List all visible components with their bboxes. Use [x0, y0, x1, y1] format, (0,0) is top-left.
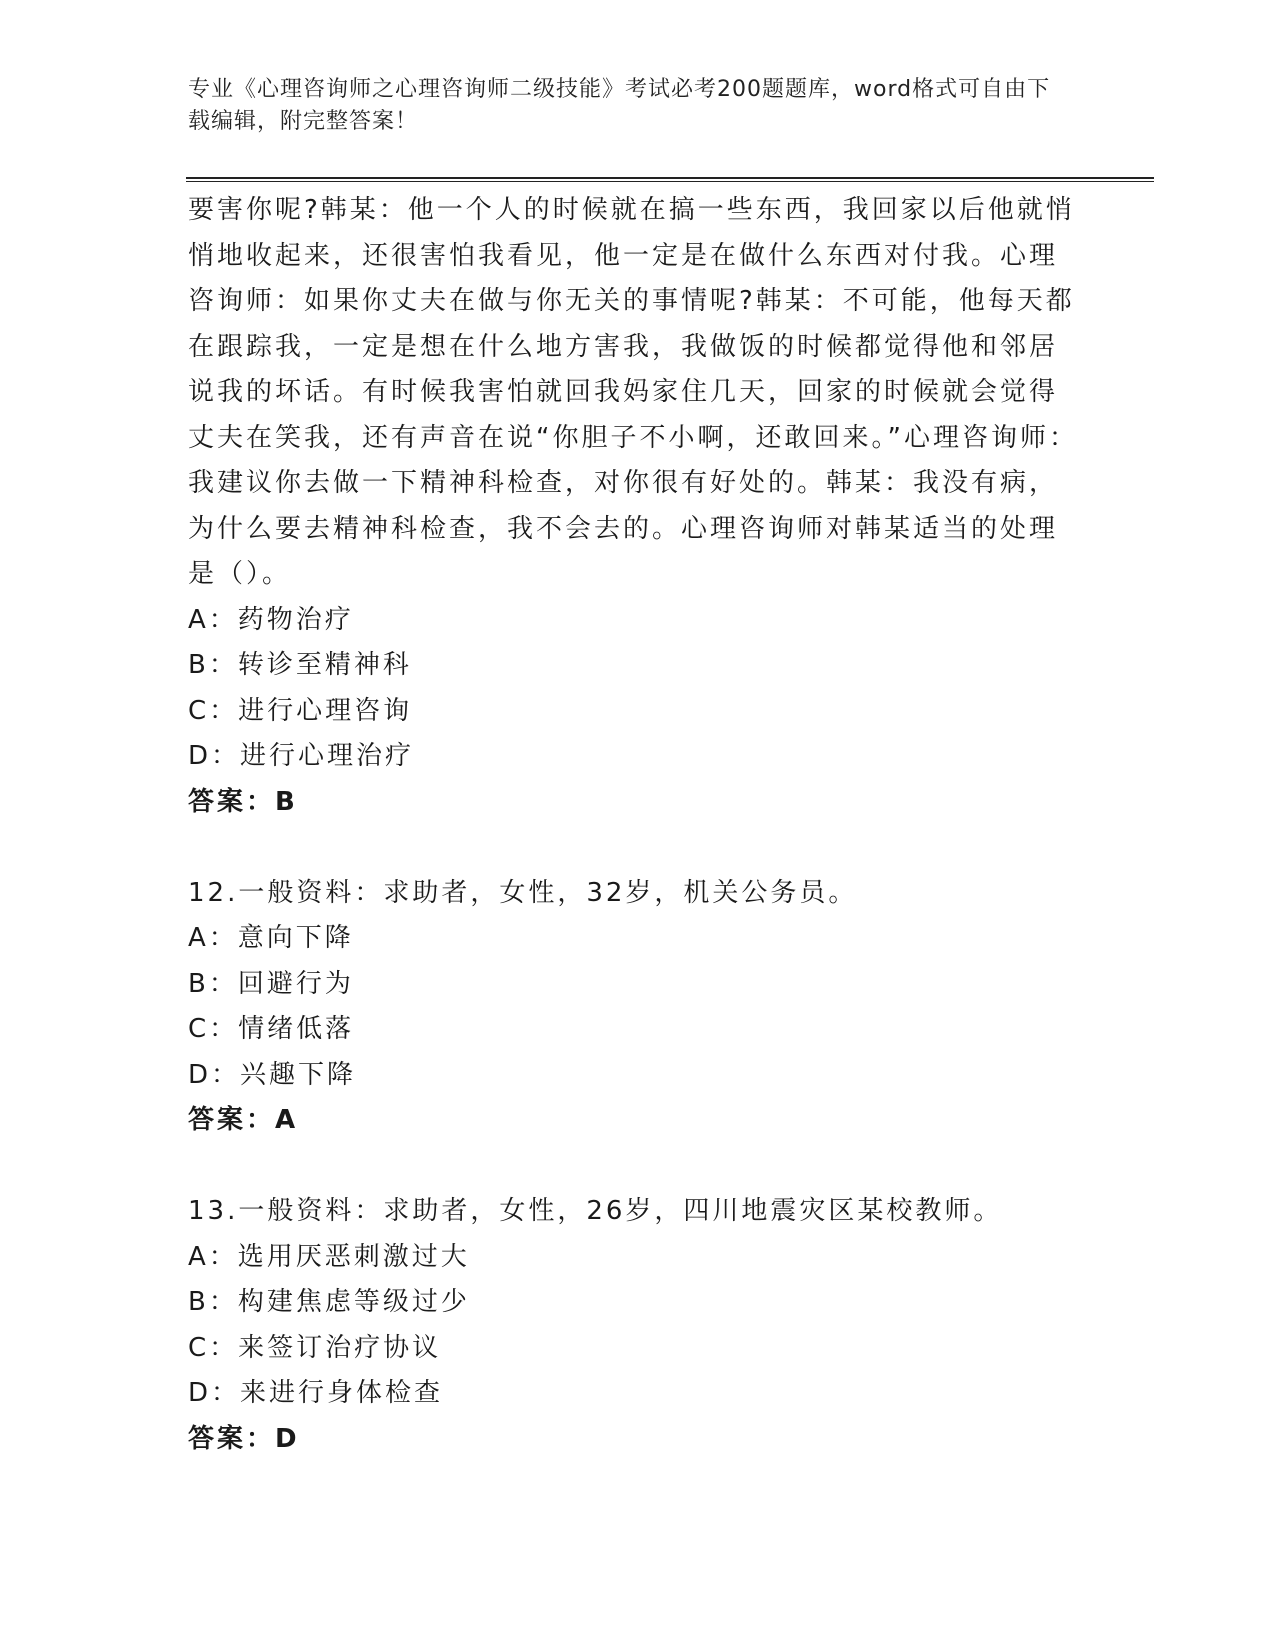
option-b: B：转诊至精神科 — [188, 650, 412, 680]
spacer — [188, 1144, 1078, 1190]
option-a: A：意向下降 — [188, 923, 354, 953]
header-rule — [186, 177, 1154, 179]
option-b: B：回避行为 — [188, 968, 354, 999]
option-a: A：选用厌恶刺激过大 — [188, 1241, 470, 1272]
option-c: C：进行心理咨询 — [188, 695, 413, 726]
option-b: B：构建焦虑等级过少 — [188, 1287, 470, 1317]
option-c: C：情绪低落 — [188, 1014, 355, 1044]
option-a: A：药物治疗 — [188, 604, 354, 635]
question-item — [188, 188, 1078, 825]
question-item — [188, 871, 1078, 1144]
answer-line: 答案：A — [188, 1105, 299, 1135]
page-header: 专业《心理咨询师之心理咨询师二级技能》考试必考200题题库，word格式可自由下载编辑，附完整答案！ — [188, 77, 1051, 134]
question-stem: 要害你呢?韩某：他一个人的时候就在搞一些东西，我回家以后他就悄悄地收起来，还很害怕我看见，他一定是在做什么东西对付我。心理咨询师：如果你丈夫在做与你无关的事情呢?韩某：不可能，他每天都在跟踪我，一定是想在什么地方害我，我做饭的时候都觉得他和邻居说我的坏话。有时候我害怕就回我妈家住几天，回家的时候就会觉得丈夫在笑我，还有声音在说“你胆子不小啊，还敢回来。”心理咨询师：我建议你去做一下精神科检查，对你很有好处的。韩某：我没有病，为什么要去精神科检查，我不会去的。心理咨询师对韩某适当的处理是（）。 — [188, 195, 1078, 589]
answer-line: 答案：B — [188, 786, 298, 817]
spacer — [188, 825, 1078, 871]
answer-line: 答案：D — [188, 1423, 300, 1454]
header-rule-secondary — [186, 181, 1154, 182]
option-c: C：来签订治疗协议 — [188, 1332, 442, 1363]
option-d: D：来进行身体检查 — [188, 1378, 444, 1408]
question-stem: 12.一般资料：求助者，女性，32岁，机关公务员。 — [188, 877, 858, 908]
option-d: D：兴趣下降 — [188, 1059, 357, 1090]
question-list — [188, 188, 1078, 1462]
question-item — [188, 1189, 1078, 1462]
question-stem: 13.一般资料：求助者，女性，26岁，四川地震灾区某校教师。 — [188, 1196, 1003, 1226]
option-d: D：进行心理治疗 — [188, 741, 415, 771]
